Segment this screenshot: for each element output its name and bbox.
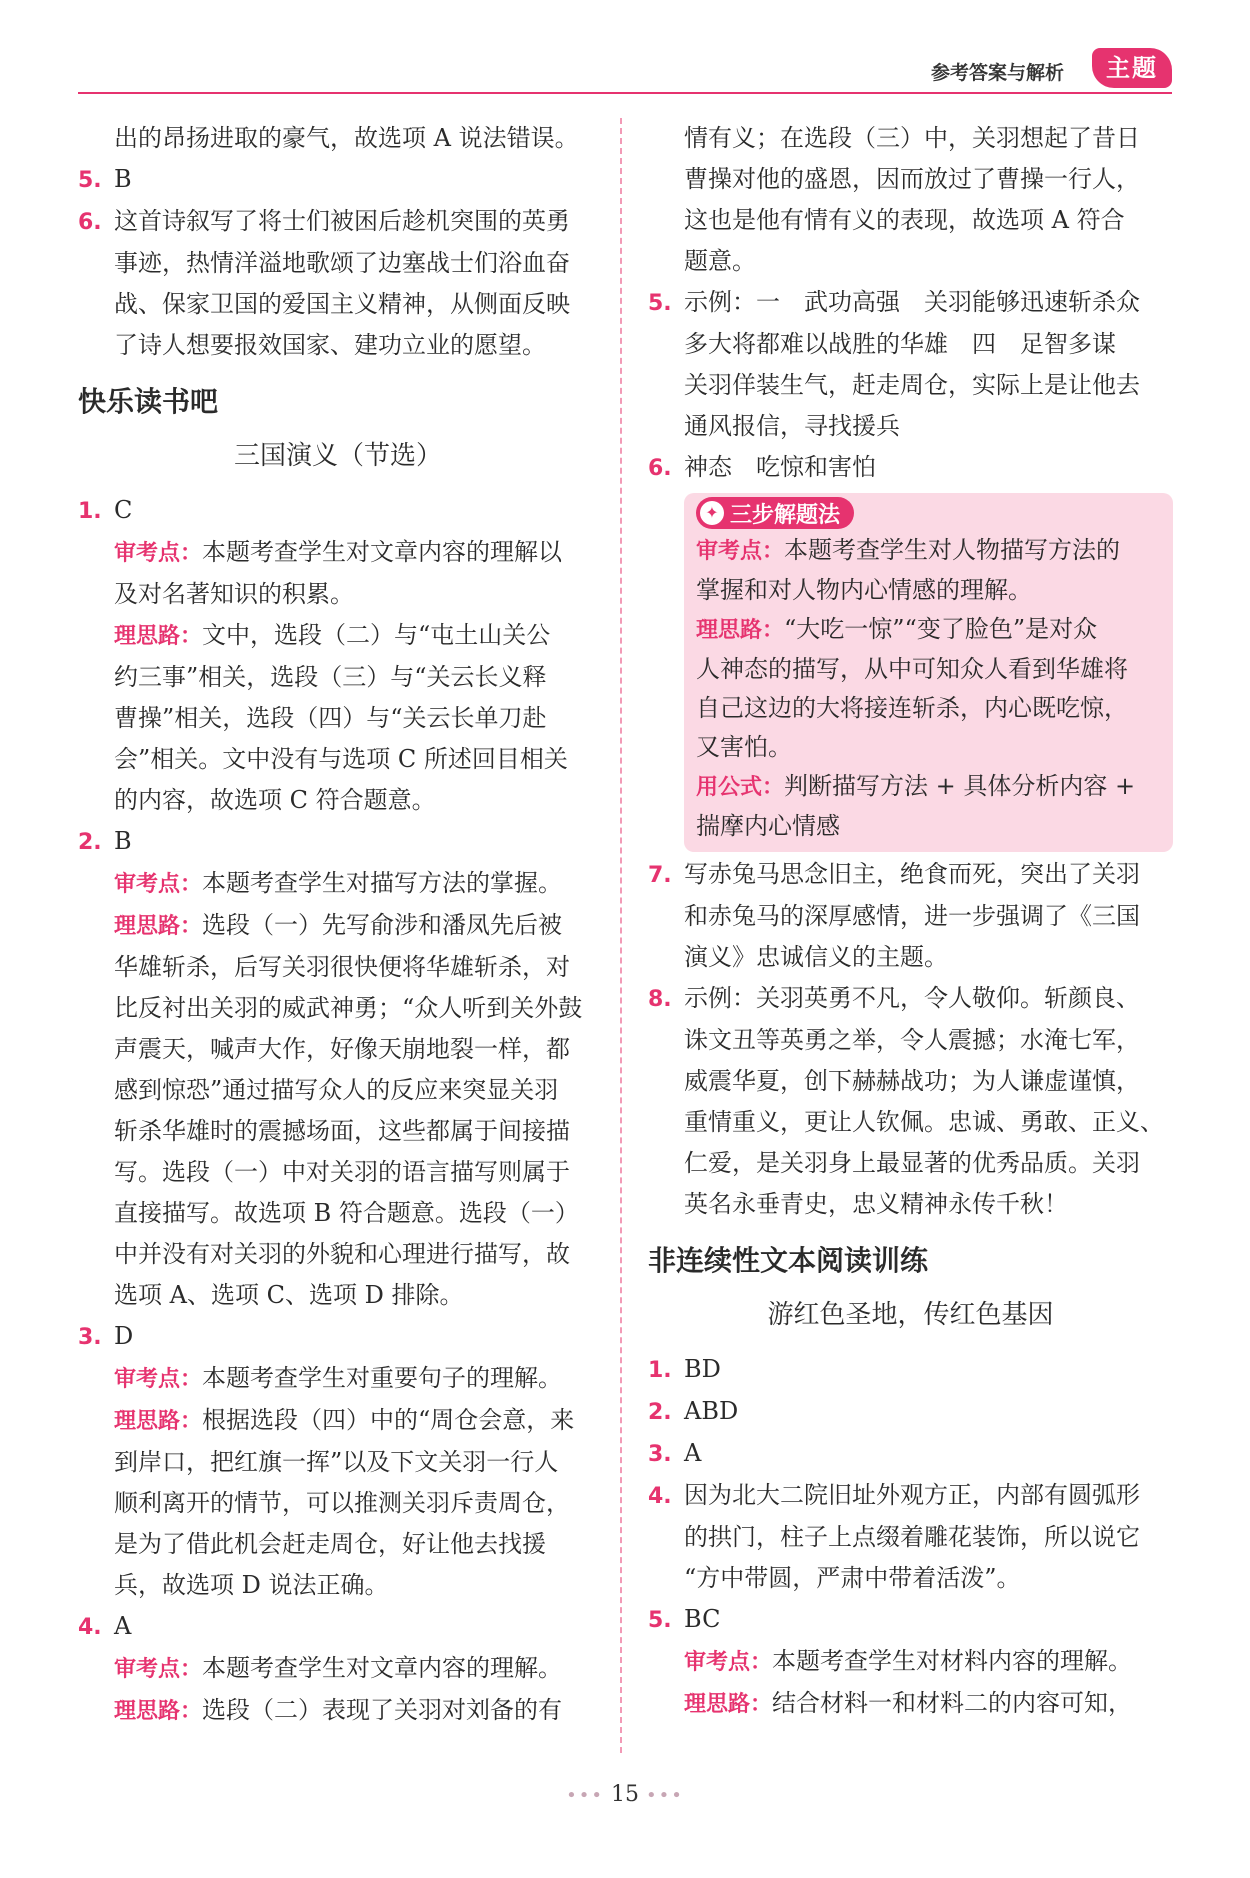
question-number: 6. (78, 210, 102, 235)
explanation-text: 文中，选段（二）与“屯土山关公 (202, 621, 551, 649)
text-line: 自己这边的大将接连斩杀，内心既吃惊， (696, 694, 1128, 722)
left-column (78, 118, 598, 1732)
explanation-text: 本题考查学生对人物描写方法的 (784, 536, 1121, 564)
section-heading: 快乐读书吧 (78, 385, 219, 418)
answer-item (78, 490, 598, 532)
text-line: 这也是他有情有义的表现，故选项 A 符合 (684, 206, 1125, 234)
text-line: 直接描写。故选项 B 符合题意。选段（一） (114, 1199, 579, 1227)
explanation-text: 本题考查学生对描写方法的掌握。 (202, 869, 563, 897)
answer-value: D (114, 1322, 134, 1350)
answer-item (648, 1391, 1173, 1433)
text-line: 人神态的描写，从中可知众人看到华雄将 (696, 655, 1128, 683)
text-line (78, 863, 598, 905)
text-line: 了诗人想要报效国家、建功立业的愿望。 (114, 331, 546, 359)
answer-value: 神态 吃惊和害怕 (684, 453, 876, 481)
answer-item (648, 978, 1173, 1020)
label-shenkaodian: 审考点： (696, 539, 785, 564)
header-badge: 主题 (1092, 48, 1172, 88)
explanation-text: 选段（二）表现了关羽对刘备的有 (202, 1696, 563, 1724)
text-line (696, 610, 1161, 650)
answer-text: 这首诗叙写了将士们被困后趁机突围的英勇 (114, 207, 570, 235)
label-shenkaodian: 审考点： (114, 541, 203, 566)
section-heading: 非连续性文本阅读训练 (648, 1244, 929, 1277)
answer-item (648, 1349, 1173, 1391)
explanation-text: 选段（一）先写俞涉和潘凤先后被 (202, 911, 563, 939)
text-line (648, 1641, 1173, 1683)
text-line: 中并没有对关羽的外貌和心理进行描写，故 (114, 1240, 570, 1268)
question-number: 4. (648, 1484, 672, 1509)
answer-value: A (684, 1439, 702, 1467)
text-line: 事迹，热情洋溢地歌颂了边塞战士们浴血奋 (114, 249, 570, 277)
text-line: 题意。 (684, 247, 756, 275)
label-lisilu: 理思路： (114, 624, 203, 649)
answer-value: C (114, 496, 133, 524)
label-shenkaodian: 审考点： (684, 1650, 773, 1675)
dots-decoration-icon: ••• (566, 1785, 604, 1806)
question-number: 1. (648, 1358, 672, 1383)
text-line: 曹操对他的盛恩，因而放过了曹操一行人， (684, 165, 1140, 193)
text-line: 兵，故选项 D 说法正确。 (114, 1571, 389, 1599)
text-line: 顺利离开的情节，可以推测关羽斥责周仓， (114, 1489, 570, 1517)
text-line: “方中带圆，严肃中带着活泼”。 (684, 1564, 1021, 1592)
text-line: 曹操”相关，选段（四）与“关云长单刀赴 (114, 704, 547, 732)
text-line: 比反衬出关羽的威武神勇；“众人听到关外鼓 (114, 994, 583, 1022)
text-line: 华雄斩杀，后写关羽很快便将华雄斩杀，对 (114, 953, 570, 981)
answer-value: A (114, 1612, 132, 1640)
question-number: 5. (648, 291, 672, 316)
dots-decoration-icon: ••• (646, 1785, 684, 1806)
question-number: 4. (78, 1615, 102, 1640)
text-line: 威震华夏，创下赫赫战功；为人谦虚谨慎， (684, 1067, 1140, 1095)
label-lisilu: 理思路： (114, 1409, 203, 1434)
question-number: 8. (648, 987, 672, 1012)
text-line (78, 1400, 598, 1442)
explanation-text: 本题考查学生对材料内容的理解。 (772, 1647, 1133, 1675)
text-line (78, 905, 598, 947)
section-subtitle: 三国演义（节选） (233, 441, 442, 471)
text-line (78, 532, 598, 574)
section-subtitle: 游红色圣地，传红色基因 (767, 1300, 1054, 1330)
text-line (78, 1648, 598, 1690)
text-line: 战、保家卫国的爱国主义精神，从侧面反映 (114, 290, 570, 318)
lightbulb-icon: ✦ (700, 501, 724, 525)
answer-value: B (114, 827, 132, 855)
answer-item (78, 1606, 598, 1648)
text-line: 关羽佯装生气，赶走周仓，实际上是让他去 (684, 371, 1140, 399)
text-line (78, 1690, 598, 1732)
text-line: 感到惊恐”通过描写众人的反应来突显关羽 (114, 1076, 559, 1104)
text-line: 英名永垂青史，忠义精神永传千秋！ (684, 1190, 1068, 1218)
answer-item (648, 1475, 1173, 1517)
page-header (78, 48, 1172, 94)
explanation-text: “大吃一惊”“变了脸色”是对众 (784, 615, 1098, 643)
answer-value: B (114, 165, 132, 193)
question-number: 1. (78, 499, 102, 524)
text-line: 的内容，故选项 C 符合题意。 (114, 786, 436, 814)
right-column (648, 118, 1173, 1725)
header-rule (78, 92, 1172, 94)
answer-text: 示例：一 武功高强 关羽能够迅速斩杀众 (684, 288, 1140, 316)
label-shenkaodian: 审考点： (114, 1367, 203, 1392)
answer-item (78, 201, 598, 243)
text-line: 和赤兔马的深厚感情，进一步强调了《三国 (684, 902, 1140, 930)
answer-item (648, 282, 1173, 324)
explanation-text: 本题考查学生对重要句子的理解。 (202, 1364, 563, 1392)
text-line: 会”相关。文中没有与选项 C 所述回目相关 (114, 745, 568, 773)
tip-box (684, 493, 1173, 852)
text-line: 选项 A、选项 C、选项 D 排除。 (114, 1281, 464, 1309)
answer-text: 因为北大二院旧址外观方正，内部有圆弧形 (684, 1481, 1140, 1509)
question-number: 6. (648, 456, 672, 481)
column-divider (620, 118, 622, 1753)
answer-item (648, 447, 1173, 489)
text-line (648, 1683, 1173, 1725)
label-lisilu: 理思路： (696, 618, 785, 643)
answer-value: ABD (684, 1397, 739, 1425)
text-line: 诛文丑等英勇之举，令人震撼；水淹七军， (684, 1026, 1140, 1054)
tip-title-badge (696, 497, 854, 529)
text-line (78, 1358, 598, 1400)
page-footer (0, 1782, 1250, 1807)
text-line: 及对名著知识的积累。 (114, 580, 354, 608)
text-line (696, 767, 1161, 807)
question-number: 7. (648, 863, 672, 888)
text-line: 斩杀华雄时的震撼场面，这些都属于间接描 (114, 1117, 570, 1145)
answer-item (648, 1433, 1173, 1475)
text-line: 演义》忠诚信义的主题。 (684, 943, 948, 971)
text-line: 是为了借此机会赶走周仓，好让他去找援 (114, 1530, 546, 1558)
question-number: 5. (648, 1608, 672, 1633)
page-number: 15 (611, 1782, 639, 1807)
question-number: 3. (648, 1442, 672, 1467)
answer-item (78, 159, 598, 201)
explanation-text: 本题考查学生对文章内容的理解以 (202, 538, 563, 566)
question-number: 2. (648, 1400, 672, 1425)
text-line (696, 531, 1161, 571)
text-line (78, 615, 598, 657)
label-lisilu: 理思路： (114, 914, 203, 939)
explanation-text: 结合材料一和材料二的内容可知， (772, 1689, 1133, 1717)
header-title: 参考答案与解析 (930, 62, 1064, 84)
text-line: 声震天，喊声大作，好像天崩地裂一样，都 (114, 1035, 570, 1063)
text-line: 写。选段（一）中对关羽的语言描写则属于 (114, 1158, 570, 1186)
label-shenkaodian: 审考点： (114, 872, 203, 897)
explanation-text: 判断描写方法 + 具体分析内容 + (784, 772, 1136, 800)
text-line: 约三事”相关，选段（三）与“关云长义释 (114, 663, 547, 691)
answer-value: BC (684, 1605, 721, 1633)
answer-item (648, 854, 1173, 896)
text-line: 的拱门，柱子上点缀着雕花装饰，所以说它 (684, 1523, 1140, 1551)
text-line: 出的昂扬进取的豪气，故选项 A 说法错误。 (114, 124, 579, 152)
text-line: 多大将都难以战胜的华雄 四 足智多谋 (684, 330, 1116, 358)
text-line: 又害怕。 (696, 733, 792, 761)
label-lisilu: 理思路： (684, 1692, 773, 1717)
text-line: 重情重义，更让人钦佩。忠诚、勇敢、正义、 (684, 1108, 1164, 1136)
text-line: 揣摩内心情感 (696, 812, 840, 840)
text-line: 情有义；在选段（三）中，关羽想起了昔日 (684, 124, 1140, 152)
text-line: 掌握和对人物内心情感的理解。 (696, 576, 1032, 604)
answer-value: BD (684, 1355, 721, 1383)
text-line: 通风报信，寻找援兵 (684, 412, 900, 440)
label-lisilu: 理思路： (114, 1699, 203, 1724)
text-line: 到岸口，把红旗一挥”以及下文关羽一行人 (114, 1448, 559, 1476)
answer-item (648, 1599, 1173, 1641)
label-shenkaodian: 审考点： (114, 1657, 203, 1682)
question-number: 2. (78, 830, 102, 855)
explanation-text: 本题考查学生对文章内容的理解。 (202, 1654, 563, 1682)
explanation-text: 根据选段（四）中的“周仓会意，来 (202, 1406, 575, 1434)
tip-title: 三步解题法 (730, 502, 841, 528)
text-line: 仁爱，是关羽身上最显著的优秀品质。关羽 (684, 1149, 1140, 1177)
answer-text: 写赤兔马思念旧主，绝食而死，突出了关羽 (684, 860, 1140, 888)
answer-item (78, 1316, 598, 1358)
answer-item (78, 821, 598, 863)
question-number: 3. (78, 1325, 102, 1350)
answer-text: 示例：关羽英勇不凡，令人敬仰。斩颜良、 (684, 984, 1140, 1012)
question-number: 5. (78, 168, 102, 193)
label-yonggongshi: 用公式： (696, 775, 785, 800)
